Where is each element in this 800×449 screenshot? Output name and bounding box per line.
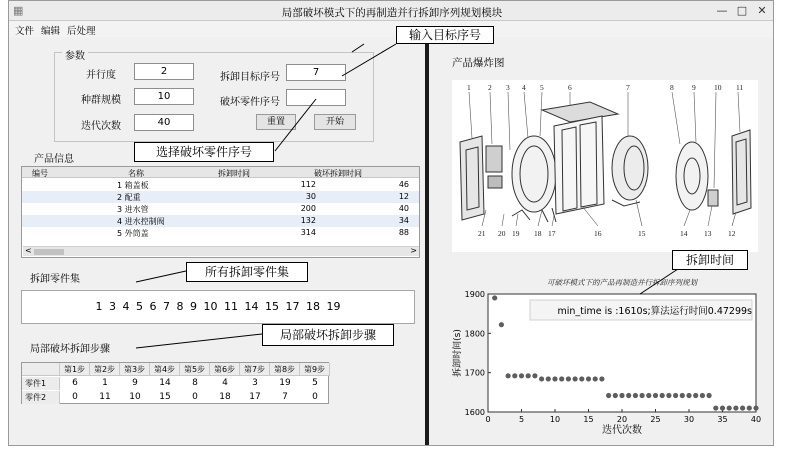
x-axis-label: 迭代次数 bbox=[602, 425, 642, 436]
cell-name: 2 配重 bbox=[117, 193, 141, 202]
parallelism-label: 并行度 bbox=[86, 70, 116, 81]
step-cell[interactable]: 4 bbox=[222, 378, 228, 388]
callout-target: 输入目标序号 bbox=[396, 26, 494, 44]
menu-file[interactable]: 文件 bbox=[15, 26, 35, 37]
cell-name: 5 外筒盖 bbox=[117, 229, 149, 238]
menu-edit[interactable]: 编辑 bbox=[41, 26, 61, 37]
x-tick-label: 15 bbox=[583, 415, 594, 424]
maximize-icon[interactable]: □ bbox=[736, 4, 748, 17]
part-label: 17 bbox=[548, 229, 556, 238]
damaged-label: 破坏零件序号 bbox=[220, 97, 280, 108]
step-col-6[interactable]: 第6步 bbox=[210, 363, 240, 376]
close-icon[interactable]: ✕ bbox=[757, 4, 767, 17]
cell-damage-time: 34 bbox=[398, 216, 409, 225]
part-label: 12 bbox=[728, 229, 736, 238]
cell-damage-time: 40 bbox=[398, 204, 409, 213]
step-cell[interactable]: 3 bbox=[252, 378, 258, 388]
part-label: 18 bbox=[534, 229, 542, 238]
diagram-title: 产品爆炸图 bbox=[452, 57, 505, 69]
population-label: 种群规模 bbox=[81, 95, 121, 106]
matlab-figure-icon: ▦ bbox=[13, 4, 24, 17]
target-field[interactable]: 7 bbox=[286, 64, 346, 81]
step-col-8[interactable]: 第8步 bbox=[270, 363, 300, 376]
part-label: 19 bbox=[512, 229, 520, 238]
part-label: 8 bbox=[670, 83, 674, 92]
step-cell[interactable]: 1 bbox=[102, 378, 108, 388]
y-tick-label: 1800 bbox=[464, 329, 485, 339]
window-title: 局部破坏模式下的再制造并行拆卸序列规划模块 bbox=[281, 7, 503, 19]
step-col-7[interactable]: 第7步 bbox=[240, 363, 270, 376]
col-damage-time[interactable]: 破坏拆卸时间 bbox=[314, 169, 362, 178]
x-tick-label: 30 bbox=[683, 415, 695, 424]
reset-button[interactable]: 重置 bbox=[256, 114, 296, 130]
step-cell[interactable]: 6 bbox=[72, 378, 78, 388]
population-field[interactable]: 10 bbox=[134, 88, 194, 105]
product-info-title: 产品信息 bbox=[34, 154, 74, 165]
col-name[interactable]: 名称 bbox=[128, 169, 144, 178]
x-tick-label: 40 bbox=[750, 415, 762, 424]
step-cell[interactable]: 8 bbox=[192, 378, 198, 388]
step-cell[interactable]: 14 bbox=[159, 378, 171, 388]
callout-time: 拆卸时间 bbox=[672, 250, 748, 270]
callout-steps: 局部破坏拆卸步骤 bbox=[262, 324, 394, 346]
cell-name: 1 箱盖板 bbox=[117, 181, 149, 190]
part-label: 20 bbox=[498, 229, 506, 238]
cell-name: 3 进水管 bbox=[117, 205, 149, 214]
cell-time: 200 bbox=[300, 204, 316, 213]
scroll-right-icon[interactable]: > bbox=[410, 246, 417, 255]
callout-all-parts: 所有拆卸零件集 bbox=[186, 262, 308, 282]
cell-damage-time: 46 bbox=[398, 180, 409, 189]
step-cell[interactable]: 10 bbox=[129, 392, 141, 402]
step-cell[interactable]: 18 bbox=[219, 392, 231, 402]
part-label: 11 bbox=[736, 83, 744, 92]
step-cell[interactable]: 19 bbox=[279, 378, 291, 388]
part-label: 21 bbox=[478, 229, 486, 238]
step-cell[interactable]: 15 bbox=[159, 392, 171, 402]
y-axis-label: 拆卸时间(s) bbox=[453, 329, 463, 377]
step-cell[interactable]: 11 bbox=[99, 392, 111, 402]
step-cell[interactable]: 0 bbox=[72, 392, 78, 402]
part-label: 4 bbox=[522, 83, 526, 92]
col-time[interactable]: 拆卸时间 bbox=[218, 169, 250, 178]
x-tick-label: 5 bbox=[518, 415, 525, 424]
annotation-text: min_time is :1610s;算法运行时间0.47299s bbox=[557, 306, 752, 317]
parallelism-field[interactable]: 2 bbox=[134, 63, 194, 80]
step-cell[interactable]: 7 bbox=[282, 392, 288, 402]
part-label: 16 bbox=[594, 229, 602, 238]
part-label: 15 bbox=[638, 229, 646, 238]
y-tick-label: 1700 bbox=[464, 368, 485, 378]
y-tick-label: 1900 bbox=[464, 290, 485, 299]
step-col-2[interactable]: 第2步 bbox=[90, 363, 120, 376]
x-tick-label: 25 bbox=[650, 415, 661, 424]
step-col-3[interactable]: 第3步 bbox=[120, 363, 150, 376]
chart-title: 可破坏模式下的产品再制造并行拆卸序列规划 bbox=[547, 278, 697, 287]
cell-damage-time: 12 bbox=[398, 192, 409, 201]
callout-damaged: 选择破坏零件序号 bbox=[134, 142, 274, 162]
cell-time: 112 bbox=[300, 180, 316, 189]
step-col-1[interactable]: 第1步 bbox=[60, 363, 90, 376]
x-tick-label: 0 bbox=[485, 415, 491, 424]
cell-time: 314 bbox=[300, 228, 316, 237]
step-col-4[interactable]: 第4步 bbox=[150, 363, 180, 376]
start-button[interactable]: 开始 bbox=[314, 114, 356, 130]
menu-postprocess[interactable]: 后处理 bbox=[67, 26, 96, 37]
part-label: 2 bbox=[488, 83, 492, 92]
steps-title: 局部破坏拆卸步骤 bbox=[30, 344, 110, 355]
part-label: 5 bbox=[540, 83, 544, 92]
col-id[interactable]: 编号 bbox=[32, 169, 48, 178]
step-cell[interactable]: 0 bbox=[192, 392, 198, 402]
part-label: 10 bbox=[714, 83, 722, 92]
iterations-field[interactable]: 40 bbox=[134, 114, 194, 131]
part-label: 13 bbox=[704, 229, 712, 238]
step-cell[interactable]: 17 bbox=[249, 392, 261, 402]
x-tick-label: 20 bbox=[616, 415, 628, 424]
target-label: 拆卸目标序号 bbox=[220, 72, 280, 83]
row-header-part1: 零件1 bbox=[22, 377, 60, 390]
step-col-5[interactable]: 第5步 bbox=[180, 363, 210, 376]
part-label: 3 bbox=[506, 83, 510, 92]
part-label: 9 bbox=[692, 83, 696, 92]
step-cell[interactable]: 5 bbox=[312, 378, 318, 388]
iterations-label: 迭代次数 bbox=[81, 121, 121, 132]
step-cell[interactable]: 0 bbox=[312, 392, 318, 402]
part-label: 14 bbox=[680, 229, 688, 238]
y-tick-label: 1600 bbox=[464, 408, 485, 417]
cell-time: 30 bbox=[305, 192, 316, 201]
row-header-part2: 零件2 bbox=[22, 391, 60, 404]
part-label: 7 bbox=[626, 83, 630, 92]
cell-name: 4 进水控制阀 bbox=[117, 217, 165, 226]
cell-damage-time: 88 bbox=[398, 228, 409, 237]
params-group-title: 参数 bbox=[62, 47, 88, 62]
parts-set-title: 拆卸零件集 bbox=[30, 274, 80, 285]
minimize-icon[interactable]: — bbox=[716, 4, 728, 17]
parts-set-text: 1 3 4 5 6 7 8 9 10 11 14 15 17 18 19 bbox=[95, 300, 341, 313]
step-col-9[interactable]: 第9步 bbox=[300, 363, 330, 376]
part-label: 1 bbox=[467, 83, 471, 92]
x-tick-label: 10 bbox=[549, 415, 561, 424]
step-cell[interactable]: 9 bbox=[132, 378, 138, 388]
cell-time: 132 bbox=[300, 216, 316, 225]
scroll-left-icon[interactable]: < bbox=[25, 246, 32, 255]
x-tick-label: 35 bbox=[717, 415, 728, 424]
part-label: 6 bbox=[568, 83, 572, 92]
